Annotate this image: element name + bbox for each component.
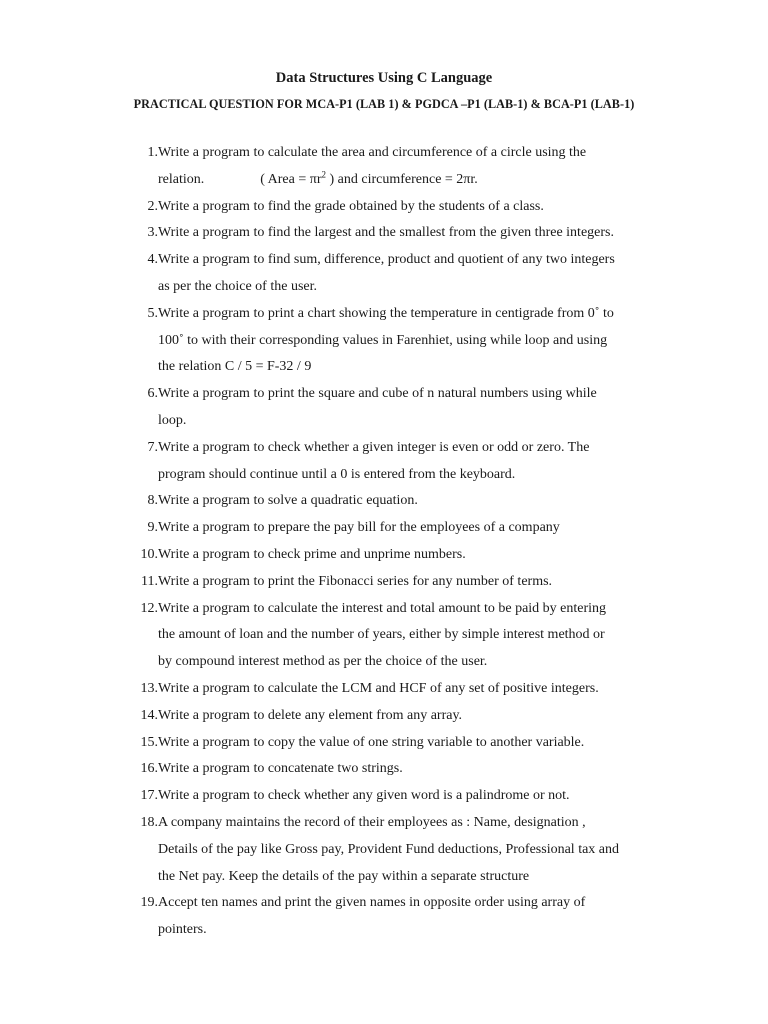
- question-text: [158, 730, 674, 757]
- question-item: [114, 194, 674, 221]
- question-text: [158, 220, 674, 247]
- document-title: Data Structures Using C Language: [275, 70, 493, 86]
- question-number: 19.: [140, 895, 158, 911]
- question-number: 15.: [140, 734, 158, 750]
- question-line: Write a program to delete any element from any array.: [158, 707, 463, 723]
- question-item: [114, 381, 674, 435]
- question-number: 1.: [147, 145, 158, 160]
- question-line: Write a program to print the Fibonacci series for any number of terms.: [158, 573, 553, 589]
- question-number: 12.: [140, 600, 158, 616]
- question-item: [114, 676, 674, 703]
- question-text: [158, 140, 674, 194]
- question-item: [114, 569, 674, 596]
- question-item: [114, 730, 674, 757]
- question-line: Write a program to check prime and unprime numbers.: [158, 546, 466, 562]
- question-line: by compound interest method as per the choice of the user.: [158, 654, 488, 670]
- question-text: [158, 194, 674, 221]
- question-line: Write a program to find the largest and the smallest from the given three integers.: [158, 225, 614, 241]
- question-number: 14.: [140, 707, 158, 723]
- question-item: [114, 247, 674, 301]
- question-line: relation. ( Area = $\pi r^2$ ) and circumference = 2πr.: [158, 169, 478, 187]
- question-line: the amount of loan and the number of years, either by simple interest method or: [158, 627, 605, 643]
- question-line: loop.: [158, 412, 187, 428]
- question-item: [114, 783, 674, 810]
- question-line: Write a program to copy the value of one string variable to another variable.: [158, 734, 585, 750]
- question-text: [158, 596, 674, 676]
- question-line: the relation C / 5 = F-32 / 9: [158, 359, 312, 375]
- question-line: Write a program to find the grade obtained by the students of a class.: [158, 198, 544, 214]
- question-item: [114, 488, 674, 515]
- question-item: [114, 542, 674, 569]
- question-text: [158, 569, 674, 596]
- question-line: pointers.: [158, 922, 207, 938]
- question-text: [158, 542, 674, 569]
- question-line: Details of the pay like Gross pay, Provident Fund deductions, Professional tax and: [158, 841, 620, 857]
- question-line: as per the choice of the user.: [158, 278, 317, 294]
- question-item: [114, 596, 674, 676]
- question-list: [114, 140, 674, 944]
- question-text: [158, 783, 674, 810]
- question-line: Write a program to calculate the interest and total amount to be paid by entering: [158, 600, 607, 616]
- question-text: [158, 890, 674, 944]
- question-line: Write a program to concatenate two strings.: [158, 761, 403, 777]
- question-number: 6.: [147, 386, 158, 402]
- question-item: [114, 220, 674, 247]
- question-text: [158, 381, 674, 435]
- question-number: 4.: [147, 252, 158, 268]
- question-number: 13.: [140, 680, 158, 696]
- question-item: [114, 756, 674, 783]
- question-item: [114, 435, 674, 489]
- question-number: 16.: [140, 761, 158, 777]
- question-number: 18.: [140, 814, 158, 830]
- question-line: program should continue until a 0 is entered from the keyboard.: [158, 466, 516, 482]
- question-item: [114, 515, 674, 542]
- question-item: [114, 703, 674, 730]
- question-line: Write a program to check whether a given integer is even or odd or zero. The: [158, 439, 590, 455]
- question-line: Accept ten names and print the given names in opposite order using array of: [158, 895, 586, 911]
- question-item: [114, 890, 674, 944]
- formula: ( Area = $\pi r^2$ ) and circumference = 2πr.: [260, 169, 478, 187]
- question-line: Write a program to calculate the area and circumference of a circle using the: [158, 145, 587, 160]
- question-line: Write a program to solve a quadratic equation.: [158, 493, 418, 509]
- question-text: [158, 676, 674, 703]
- question-number: 2.: [147, 198, 158, 214]
- question-text: [158, 488, 674, 515]
- question-number: 17.: [140, 788, 158, 804]
- document-subtitle: PRACTICAL QUESTION FOR MCA-P1 (LAB 1) & PGDCA –P1 (LAB-1) & BCA-P1 (LAB-1): [133, 97, 635, 111]
- question-text: [158, 810, 674, 890]
- question-text: [158, 756, 674, 783]
- question-line: A company maintains the record of their employees as : Name, designation ,: [158, 814, 586, 830]
- question-item: [114, 810, 674, 890]
- question-number: 5.: [147, 305, 158, 321]
- question-number: 3.: [147, 225, 158, 241]
- question-text: [158, 435, 674, 489]
- question-line: 100˚ to with their corresponding values in Farenhiet, using while loop and using: [158, 332, 608, 348]
- question-number: 11.: [141, 573, 158, 589]
- question-text: [158, 301, 674, 381]
- question-text: [158, 515, 674, 542]
- question-line: Write a program to prepare the pay bill for the employees of a company: [158, 520, 560, 536]
- question-number: 7.: [147, 439, 158, 455]
- question-line: Write a program to print a chart showing the temperature in centigrade from 0˚ to: [158, 305, 614, 321]
- question-line: Write a program to calculate the LCM and HCF of any set of positive integers.: [158, 680, 599, 696]
- question-line: Write a program to find sum, difference, product and quotient of any two integers: [158, 252, 615, 268]
- question-item: [114, 140, 674, 194]
- question-line: Write a program to check whether any given word is a palindrome or not.: [158, 788, 570, 804]
- question-number: 9.: [147, 520, 158, 536]
- question-line: the Net pay. Keep the details of the pay within a separate structure: [158, 868, 530, 884]
- question-text: [158, 247, 674, 301]
- question-number: 8.: [147, 493, 158, 509]
- question-number: 10.: [140, 546, 158, 562]
- question-text: [158, 703, 674, 730]
- question-line: Write a program to print the square and cube of n natural numbers using while: [158, 386, 597, 402]
- question-item: [114, 301, 674, 381]
